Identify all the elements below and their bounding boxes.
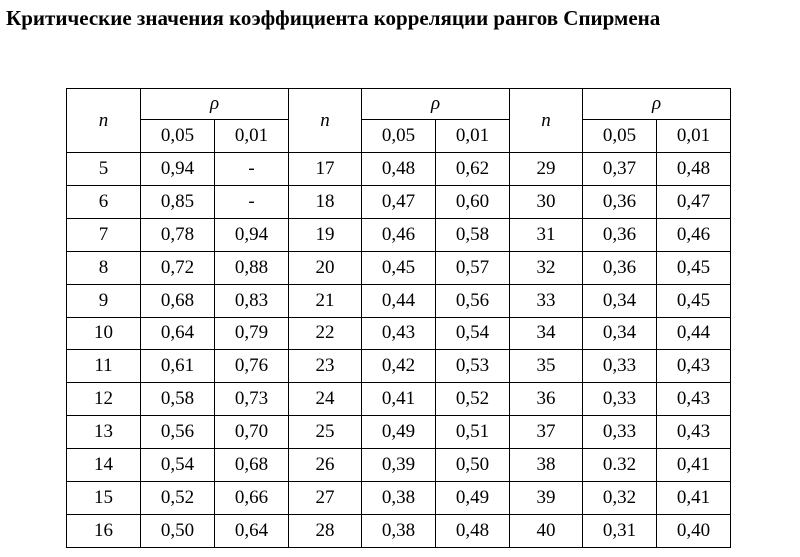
n-cell: 31: [510, 218, 583, 251]
n-cell: 6: [67, 185, 141, 218]
rho-001-cell: 0,41: [657, 482, 731, 515]
rho-001-cell: 0,46: [657, 218, 731, 251]
rho-001-cell: -: [215, 153, 289, 186]
n-cell: 15: [67, 482, 141, 515]
rho-001-cell: 0,45: [657, 284, 731, 317]
rho-001-cell: 0,40: [657, 514, 731, 547]
rho-001-cell: 0,52: [436, 383, 510, 416]
n-cell: 11: [67, 350, 141, 383]
level-header: 0,01: [657, 120, 731, 153]
table-row: [67, 153, 731, 186]
rho-005-cell: 0,64: [141, 317, 215, 350]
rho-005-cell: 0,43: [362, 317, 436, 350]
n-cell: 36: [510, 383, 583, 416]
rho-005-cell: 0,42: [362, 350, 436, 383]
rho-005-cell: 0,31: [583, 514, 657, 547]
rho-001-cell: 0,56: [436, 284, 510, 317]
table-row: [67, 218, 731, 251]
rho-001-cell: 0,64: [215, 514, 289, 547]
rho-001-cell: 0,83: [215, 284, 289, 317]
n-header: n: [67, 89, 141, 153]
n-cell: 33: [510, 284, 583, 317]
page-title: Критические значения коэффициента корреляции рангов Спирмена: [6, 6, 661, 30]
rho-001-cell: 0,76: [215, 350, 289, 383]
rho-001-cell: 0,41: [657, 449, 731, 482]
rho-005-cell: 0,38: [362, 482, 436, 515]
rho-001-cell: 0,53: [436, 350, 510, 383]
rho-001-cell: 0,68: [215, 449, 289, 482]
level-header: 0,05: [583, 120, 657, 153]
n-cell: 35: [510, 350, 583, 383]
n-cell: 20: [289, 251, 362, 284]
rho-005-cell: 0,38: [362, 514, 436, 547]
n-cell: 39: [510, 482, 583, 515]
n-cell: 28: [289, 514, 362, 547]
rho-005-cell: 0,36: [583, 218, 657, 251]
level-header: 0,01: [215, 120, 289, 153]
n-cell: 13: [67, 416, 141, 449]
level-header: 0,01: [436, 120, 510, 153]
rho-005-cell: 0.32: [583, 449, 657, 482]
n-cell: 9: [67, 284, 141, 317]
rho-005-cell: 0,33: [583, 350, 657, 383]
n-header: n: [289, 89, 362, 153]
n-header: n: [510, 89, 583, 153]
rho-001-cell: 0,45: [657, 251, 731, 284]
rho-005-cell: 0,47: [362, 185, 436, 218]
table-row: [67, 514, 731, 547]
rho-005-cell: 0,41: [362, 383, 436, 416]
n-cell: 5: [67, 153, 141, 186]
table-row: [67, 416, 731, 449]
rho-005-cell: 0,94: [141, 153, 215, 186]
level-header: 0,05: [141, 120, 215, 153]
rho-005-cell: 0,49: [362, 416, 436, 449]
table-row: [67, 317, 731, 350]
rho-005-cell: 0,61: [141, 350, 215, 383]
table-row: [67, 284, 731, 317]
rho-005-cell: 0,72: [141, 251, 215, 284]
rho-001-cell: 0,66: [215, 482, 289, 515]
rho-005-cell: 0,33: [583, 416, 657, 449]
rho-005-cell: 0,36: [583, 251, 657, 284]
rho-005-cell: 0,50: [141, 514, 215, 547]
rho-005-cell: 0,32: [583, 482, 657, 515]
table-row: [67, 449, 731, 482]
n-cell: 24: [289, 383, 362, 416]
rho-001-cell: 0,51: [436, 416, 510, 449]
n-cell: 34: [510, 317, 583, 350]
rho-001-cell: 0,60: [436, 185, 510, 218]
rho-header: ρ: [362, 89, 510, 120]
n-cell: 10: [67, 317, 141, 350]
n-cell: 27: [289, 482, 362, 515]
rho-001-cell: 0,49: [436, 482, 510, 515]
rho-001-cell: 0,54: [436, 317, 510, 350]
table-row: [67, 350, 731, 383]
rho-005-cell: 0,56: [141, 416, 215, 449]
rho-005-cell: 0,36: [583, 185, 657, 218]
header-row-rho: [67, 89, 731, 120]
n-cell: 40: [510, 514, 583, 547]
rho-005-cell: 0,45: [362, 251, 436, 284]
rho-001-cell: 0,44: [657, 317, 731, 350]
header-row-levels: [67, 120, 731, 153]
rho-005-cell: 0,34: [583, 317, 657, 350]
rho-001-cell: 0,58: [436, 218, 510, 251]
level-header: 0,05: [362, 120, 436, 153]
rho-005-cell: 0,48: [362, 153, 436, 186]
rho-001-cell: 0,73: [215, 383, 289, 416]
n-cell: 25: [289, 416, 362, 449]
n-cell: 19: [289, 218, 362, 251]
rho-005-cell: 0,85: [141, 185, 215, 218]
table-body: [67, 153, 731, 548]
rho-005-cell: 0,52: [141, 482, 215, 515]
n-cell: 38: [510, 449, 583, 482]
n-cell: 7: [67, 218, 141, 251]
rho-header: ρ: [583, 89, 731, 120]
rho-001-cell: 0,94: [215, 218, 289, 251]
rho-001-cell: 0,48: [657, 153, 731, 186]
critical-values-table: [66, 88, 731, 548]
n-cell: 26: [289, 449, 362, 482]
rho-header: ρ: [141, 89, 289, 120]
table-row: [67, 482, 731, 515]
rho-001-cell: 0,50: [436, 449, 510, 482]
rho-005-cell: 0,37: [583, 153, 657, 186]
rho-001-cell: 0,43: [657, 350, 731, 383]
rho-001-cell: 0,48: [436, 514, 510, 547]
rho-005-cell: 0,33: [583, 383, 657, 416]
rho-005-cell: 0,54: [141, 449, 215, 482]
rho-001-cell: -: [215, 185, 289, 218]
rho-001-cell: 0,43: [657, 383, 731, 416]
rho-001-cell: 0,43: [657, 416, 731, 449]
rho-005-cell: 0,44: [362, 284, 436, 317]
rho-005-cell: 0,58: [141, 383, 215, 416]
n-cell: 18: [289, 185, 362, 218]
rho-001-cell: 0,70: [215, 416, 289, 449]
rho-005-cell: 0,39: [362, 449, 436, 482]
n-cell: 29: [510, 153, 583, 186]
n-cell: 12: [67, 383, 141, 416]
n-cell: 30: [510, 185, 583, 218]
rho-005-cell: 0,78: [141, 218, 215, 251]
rho-001-cell: 0,79: [215, 317, 289, 350]
rho-001-cell: 0,62: [436, 153, 510, 186]
rho-001-cell: 0,47: [657, 185, 731, 218]
n-cell: 37: [510, 416, 583, 449]
rho-001-cell: 0,88: [215, 251, 289, 284]
n-cell: 22: [289, 317, 362, 350]
n-cell: 21: [289, 284, 362, 317]
n-cell: 17: [289, 153, 362, 186]
n-cell: 8: [67, 251, 141, 284]
rho-001-cell: 0,57: [436, 251, 510, 284]
rho-005-cell: 0,46: [362, 218, 436, 251]
rho-005-cell: 0,68: [141, 284, 215, 317]
n-cell: 16: [67, 514, 141, 547]
rho-005-cell: 0,34: [583, 284, 657, 317]
n-cell: 23: [289, 350, 362, 383]
n-cell: 14: [67, 449, 141, 482]
table-row: [67, 383, 731, 416]
table-row: [67, 185, 731, 218]
n-cell: 32: [510, 251, 583, 284]
table-row: [67, 251, 731, 284]
